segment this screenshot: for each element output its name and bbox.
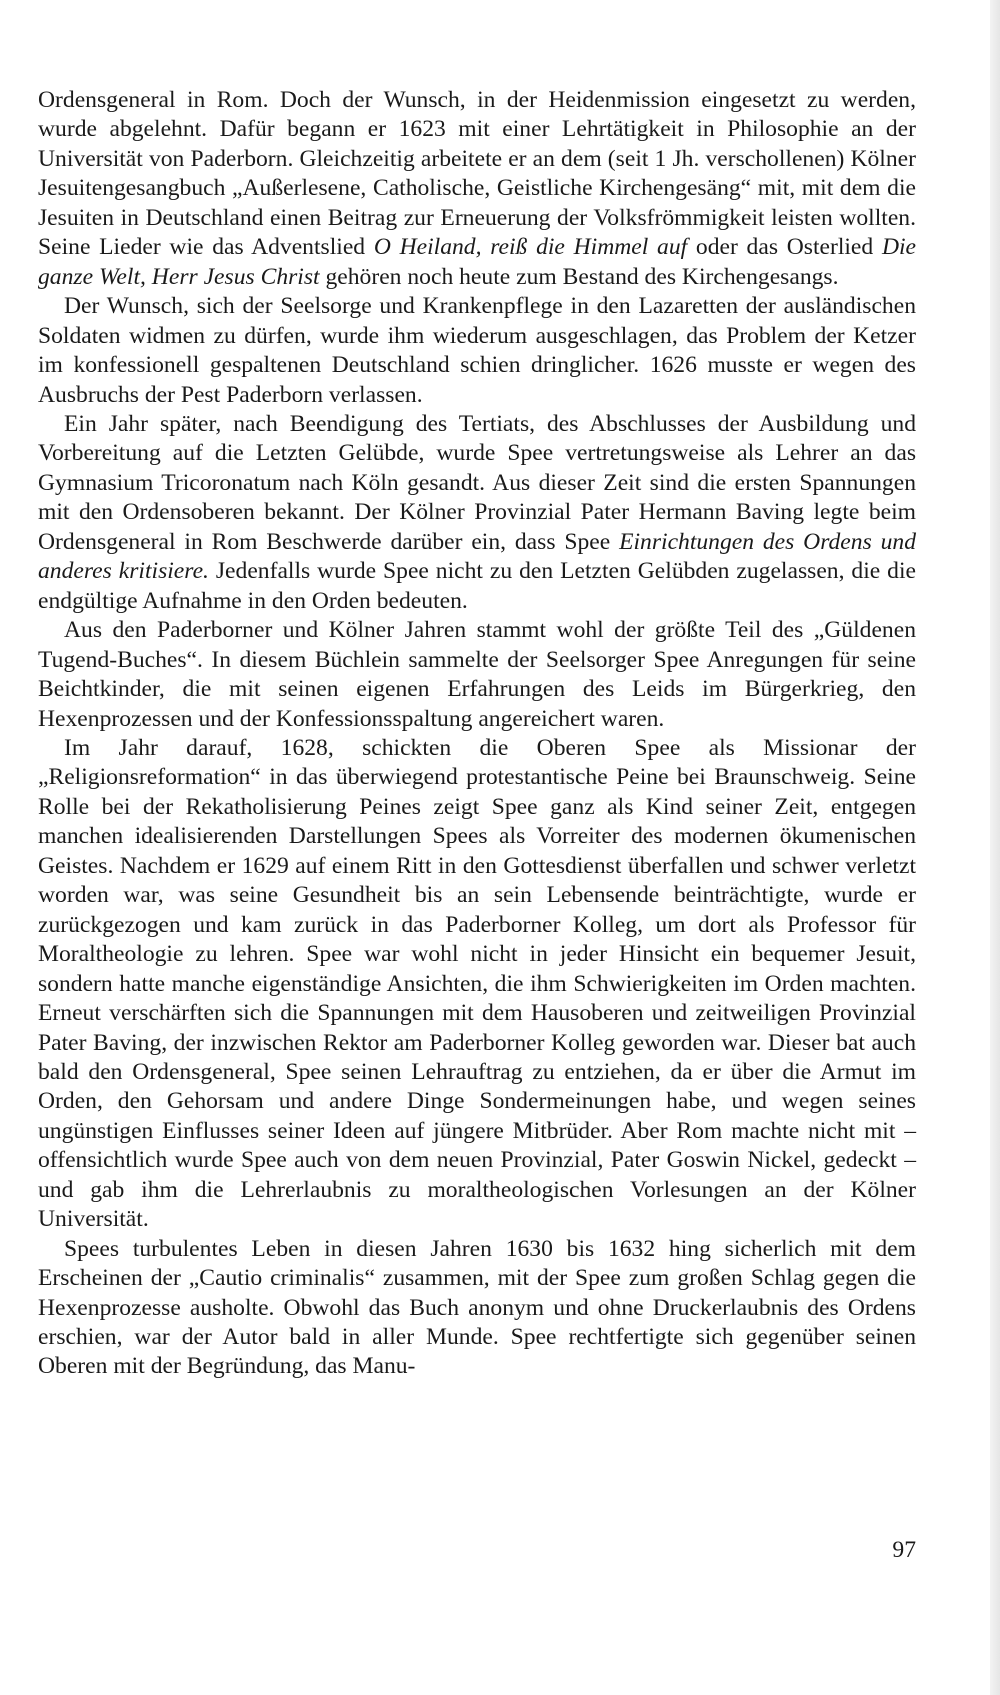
paragraph (38, 410, 916, 616)
paragraph (38, 616, 916, 734)
text-run: Jedenfalls wurde Spee nicht zu den Letzten Gelübden zugelassen, die die endgültige Aufnahme in den Orden bedeuten. (38, 558, 916, 614)
page-edge-shadow (990, 0, 1000, 1695)
paragraph (38, 1235, 916, 1382)
text-run: Spees turbulentes Leben in diesen Jahren 1630 bis 1632 hing sicherlich mit dem Erscheinen der „Cautio criminalis“ zusammen, mit der Spee zum großen Schlag gegen die Hexenprozesse ausholte. Obwohl das Buch anonym und ohne Druckerlaubnis des Ordens erschien, war der Autor bald in aller Munde. Spee rechtfertigte sich gegenüber seinen Oberen mit der Begründung, das Manu- (38, 1235, 916, 1380)
italic-quote: Einrichtungen des Ordens und anderes kritisiere. (38, 528, 916, 585)
text-run: Ein Jahr später, nach Beendigung des Tertiats, des Abschlusses der Ausbildung und Vorbereitung auf die Letzten Gelübde, wurde Spee vertretungsweise als Lehrer an das Gymnasium Tricoronatum nach Köln gesandt. Aus dieser Zeit sind die ersten Spannungen mit den Ordensoberen bekannt. Der Kölner Provinzial Pater Hermann Baving legte beim Ordensgeneral in Rom Beschwerde darüber ein, dass Spee (38, 410, 916, 555)
text-run: Aus den Paderborner und Kölner Jahren stammt wohl der größte Teil des „Güldenen Tugend-Buches“. In diesem Büchlein sammelte der Seelsorger Spee Anregungen für seine Beichtkinder, die mit seinen eigenen Erfahrungen des Leids im Bürgerkrieg, den Hexenprozessen und der Konfessionsspaltung angereichert waren. (38, 617, 916, 732)
text-run: oder das Osterlied (687, 234, 882, 261)
page-number: 97 (892, 1537, 916, 1563)
text-run: Im Jahr darauf, 1628, schickten die Oberen Spee als Missionar der „Religionsreformation“ in das überwiegend protestantische Peine bei Braunschweig. Seine Rolle bei der Rekatholisierung Peines zeigt Spee ganz als Kind seiner Zeit, entgegen manchen idealisierenden Darstellungen Spees als Vorreiter des modernen ökumenischen Geistes. Nachdem er 1629 auf einem Ritt in den Gottesdienst überfallen und schwer verletzt worden war, was seine Gesundheit bis an sein Lebensende beinträchtigte, wurde er zurückgezogen und kam zurück in das Paderborner Kolleg, um dort als Professor für Moraltheologie zu lehren. Spee war wohl nicht in jeder Hinsicht ein bequemer Jesuit, sondern hatte manche eigenständige Ansichten, die ihm Schwierigkeiten im Orden machten. Erneut verschärften sich die Spannungen mit dem Hausoberen und zeitweiligen Provinzial Pater Baving, der inzwischen Rektor am Paderborner Kolleg geworden war. Dieser bat auch bald den Ordensgeneral, Spee seinen Lehrauftrag zu entziehen, da er über die Armut im Orden, den Gehorsam und andere Dinge Sondermeinungen habe, und wegen seines ungünstigen Einflusses seiner Ideen auf jüngere Mitbrüder. Aber Rom machte nicht mit – offensichtlich wurde Spee auch von dem neuen Provinzial, Pater Goswin Nickel, gedeckt – und gab ihm die Lehrerlaubnis zu moraltheologischen Vorlesungen an der Kölner Universität. (38, 734, 916, 1233)
paragraph (38, 734, 916, 1235)
paragraph (38, 292, 916, 410)
text-run: Der Wunsch, sich der Seelsorge und Krankenpflege in den Lazaretten der ausländischen Soldaten widmen zu dürfen, wurde ihm wiederum ausgeschlagen, das Problem der Ketzer im konfessionell gespaltenen Deutschland schien dringlicher. 1626 musste er wegen des Ausbruchs der Pest Paderborn verlassen. (38, 293, 916, 408)
italic-song-title: Die ganze Welt, Herr Jesus Christ (38, 234, 917, 290)
paragraph (38, 86, 916, 292)
text-run: Ordensgeneral in Rom. Doch der Wunsch, in der Heidenmission eingesetzt zu werden, wurde abgelehnt. Dafür begann er 1623 mit einer Lehrtätigkeit in Philosophie an der Universität von Paderborn. Gleichzeitig arbeitete er an dem (seit 1 Jh. verschollenen) Kölner Jesuitengesangbuch „Außerlesene, Catholische, Geistliche Kirchengesäng“ mit, mit dem die Jesuiten in Deutschland einen Beitrag zur Erneuerung der Volksfrömmigkeit leisten wollten. Seine Lieder wie das Adventslied (38, 87, 916, 261)
text-run: gehören noch heute zum Bestand des Kirchengesangs. (319, 263, 839, 290)
italic-song-title: O Heiland, reiß die Himmel auf (373, 234, 688, 261)
body-text (38, 86, 916, 1382)
